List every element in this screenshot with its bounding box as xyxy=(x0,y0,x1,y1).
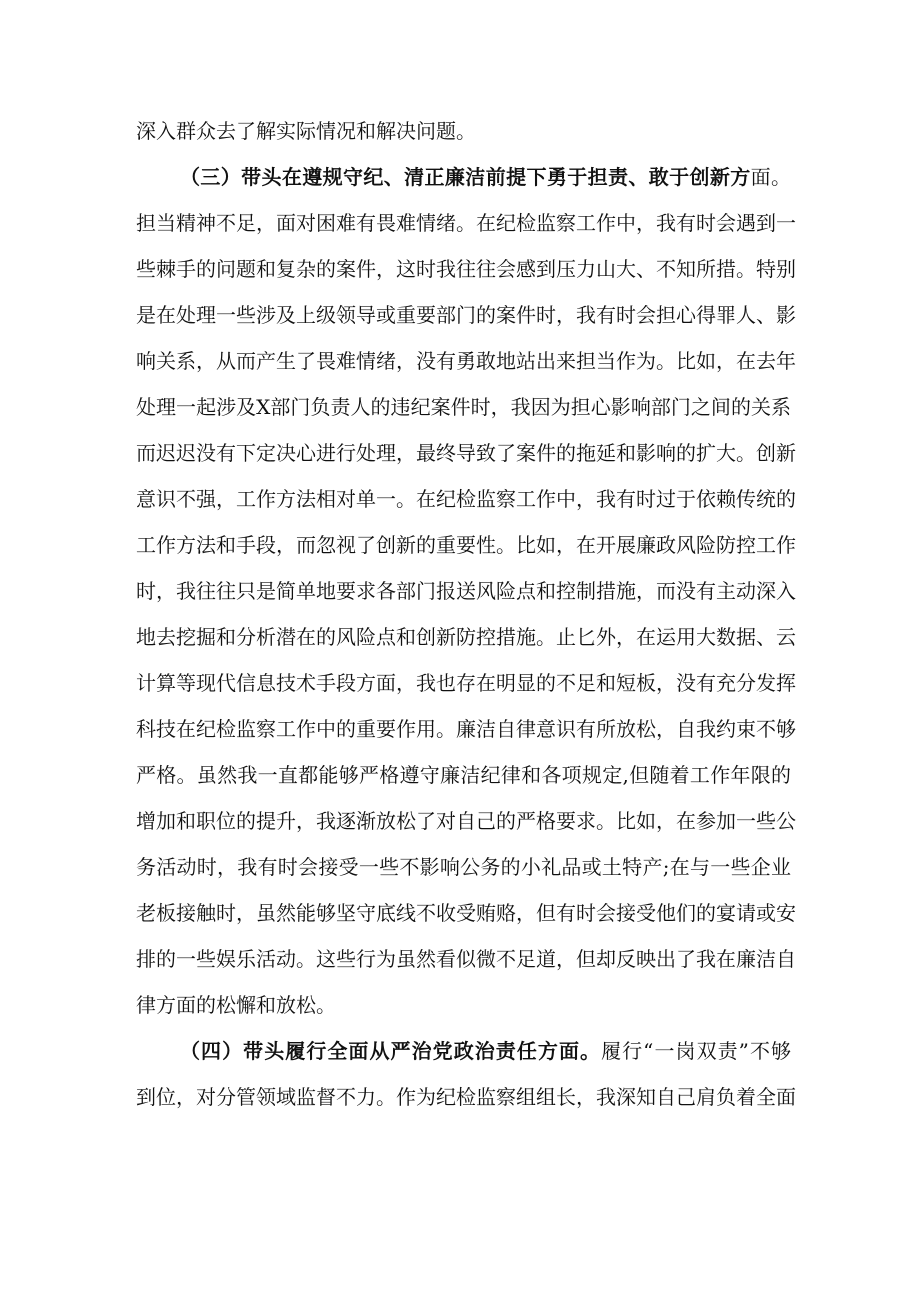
paragraph-3 xyxy=(136,1028,796,1120)
text-line: 而迟迟没有下定决心进行处理，最终导致了案件的拖延和影响的扩大。创新 xyxy=(136,441,796,465)
text-line: 处理一起涉及X部门负责人的违纪案件时，我因为担心影响部门之间的关系 xyxy=(136,395,791,419)
text-line: 响关系，从而产生了畏难情绪，没有勇敢地站出来担当作为。比如，在去年 xyxy=(136,349,796,373)
text-line: 到位，对分管领域监督不力。作为纪检监察组组长，我深知自己肩负着全面 xyxy=(136,1085,796,1109)
text-line: 严格。虽然我一直都能够严格遵守廉洁纪律和各项规定,但随着工作年限的 xyxy=(136,763,791,787)
text-line: 老板接触时，虽然能够坚守底线不收受贿赂，但有时会接受他们的宴请或安 xyxy=(136,901,796,925)
section-heading-line xyxy=(136,154,791,200)
text-line: 务活动时，我有时会接受一些不影响公务的小礼品或土特产;在与一些企业 xyxy=(136,855,791,879)
text-line: 科技在纪检监察工作中的重要作用。廉洁自律意识有所放松，自我约束不够 xyxy=(136,717,796,741)
text-line: 意识不强，工作方法相对单一。在纪检监察工作中，我有时过于依赖传统的 xyxy=(136,487,796,511)
text-line: 深入群众去了解实际情况和解决问题。 xyxy=(136,119,476,143)
text-line: 些棘手的问题和复杂的案件，这时我往往会感到压力山大、不知所措。特别 xyxy=(136,257,796,281)
text-line: 工作方法和手段，而忽视了创新的重要性。比如，在开展廉政风险防控工作 xyxy=(136,533,796,557)
text-line: 担当精神不足，面对困难有畏难情绪。在纪检监察工作中，我有时会遇到一 xyxy=(136,211,796,235)
text-line: 时，我往往只是简单地要求各部门报送风险点和控制措施，而没有主动深入 xyxy=(136,579,796,603)
section-heading-3: （三）带头在遵规守纪、清正廉洁前提下勇于担责、敢于创新方 xyxy=(180,165,751,189)
paragraph-2 xyxy=(136,154,796,1028)
text-line: 律方面的松懈和放松。 xyxy=(136,993,336,1017)
text-line: 计算等现代信息技术手段方面，我也存在明显的不足和短板，没有充分发挥 xyxy=(136,671,796,695)
heading-tail: 面。 xyxy=(750,165,792,189)
section-heading-line xyxy=(136,1028,791,1074)
paragraph-1 xyxy=(136,108,791,154)
text-line: 是在处理一些涉及上级领导或重要部门的案件时，我有时会担心得罪人、影 xyxy=(136,303,796,327)
text-line: 地去挖掘和分析潜在的风险点和创新防控措施。止匕外，在运用大数据、云 xyxy=(136,625,796,649)
body-text xyxy=(136,108,796,1120)
section-heading-4: （四）带头履行全面从严治党政治责任方面。 xyxy=(180,1039,602,1063)
heading-tail: 履行“一岗双责”不够 xyxy=(601,1039,792,1063)
text-line: 增加和职位的提升，我逐渐放松了对自己的严格要求。比如，在参加一些公 xyxy=(136,809,796,833)
text-line: 排的一些娱乐活动。这些行为虽然看似微不足道，但却反映出了我在廉洁自 xyxy=(136,947,796,971)
